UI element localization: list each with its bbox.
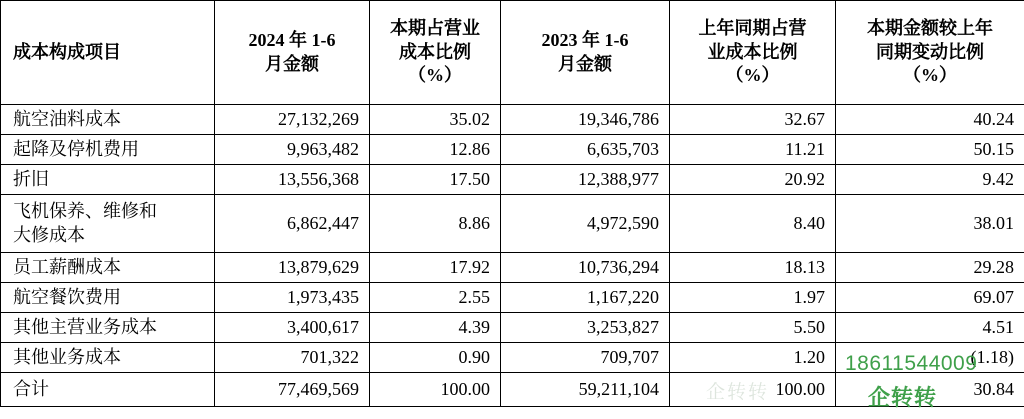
row-ratio-2024: 100.00	[370, 373, 501, 407]
table-row	[1, 313, 1024, 343]
table-row	[1, 165, 1024, 195]
column-header-amount-2024-line1: 2024 年 1-6	[248, 29, 336, 50]
watermark-faint: 企转转	[706, 382, 770, 403]
column-header-change-line1: 本期金额较上年	[867, 17, 993, 38]
watermark-brand: 企转转	[868, 385, 938, 410]
row-ratio-2024: 12.86	[370, 135, 501, 165]
row-label-line1: 飞机保养、维修和	[13, 200, 157, 221]
row-change: (1.18)	[836, 343, 1024, 373]
column-header-amount-2023-line2: 月金额	[558, 53, 612, 74]
column-header-ratio-2024-line1: 本期占营业	[390, 17, 480, 38]
row-amount-2024: 1,973,435	[215, 283, 370, 313]
row-amount-2024: 9,963,482	[215, 135, 370, 165]
table-row	[1, 105, 1024, 135]
row-ratio-2024: 17.50	[370, 165, 501, 195]
column-header-ratio-2023-line3: （%）	[725, 65, 780, 86]
column-header-item	[1, 1, 215, 105]
row-ratio-2024: 4.39	[370, 313, 501, 343]
table-row	[1, 195, 1024, 253]
row-label: 折旧	[1, 165, 215, 195]
column-header-amount-2023	[501, 1, 670, 105]
row-label	[1, 195, 215, 253]
row-label: 合计	[1, 373, 215, 407]
row-amount-2023: 709,707	[501, 343, 670, 373]
row-amount-2023: 3,253,827	[501, 313, 670, 343]
row-ratio-2024: 8.86	[370, 195, 501, 253]
table-header-row	[1, 1, 1024, 105]
row-amount-2024: 6,862,447	[215, 195, 370, 253]
row-ratio-2023: 1.97	[670, 283, 836, 313]
table-row	[1, 283, 1024, 313]
row-change: 50.15	[836, 135, 1024, 165]
row-amount-2023: 12,388,977	[501, 165, 670, 195]
row-ratio-2024: 2.55	[370, 283, 501, 313]
row-amount-2023: 1,167,220	[501, 283, 670, 313]
row-label-line2: 大修成本	[13, 224, 85, 245]
row-label: 员工薪酬成本	[1, 253, 215, 283]
row-ratio-2024: 35.02	[370, 105, 501, 135]
row-amount-2023: 59,211,104	[501, 373, 670, 407]
row-ratio-2023: 11.21	[670, 135, 836, 165]
row-ratio-2023: 1.20	[670, 343, 836, 373]
row-amount-2024: 13,879,629	[215, 253, 370, 283]
column-header-ratio-2024	[370, 1, 501, 105]
table-row	[1, 253, 1024, 283]
watermark-phone-number: 18611544009	[845, 352, 978, 375]
column-header-amount-2024-line2: 月金额	[265, 53, 319, 74]
row-amount-2023: 4,972,590	[501, 195, 670, 253]
column-header-amount-2023-line1: 2023 年 1-6	[541, 29, 629, 50]
row-label: 航空餐饮费用	[1, 283, 215, 313]
row-change: 9.42	[836, 165, 1024, 195]
row-change: 4.51	[836, 313, 1024, 343]
row-label: 起降及停机费用	[1, 135, 215, 165]
row-ratio-2024: 0.90	[370, 343, 501, 373]
row-change: 40.24	[836, 105, 1024, 135]
row-amount-2024: 13,556,368	[215, 165, 370, 195]
row-change: 69.07	[836, 283, 1024, 313]
column-header-ratio-2023	[670, 1, 836, 105]
row-amount-2024: 77,469,569	[215, 373, 370, 407]
row-change: 29.28	[836, 253, 1024, 283]
row-amount-2024: 3,400,617	[215, 313, 370, 343]
row-change: 30.84	[836, 373, 1024, 407]
column-header-change-line2: 同期变动比例	[876, 41, 984, 62]
column-header-change	[836, 1, 1024, 105]
table-body	[1, 105, 1024, 407]
row-ratio-2024: 17.92	[370, 253, 501, 283]
table-header	[1, 1, 1024, 105]
table-row-total	[1, 373, 1024, 407]
table-row	[1, 343, 1024, 373]
row-ratio-2023: 100.00	[670, 373, 836, 407]
row-ratio-2023: 20.92	[670, 165, 836, 195]
column-header-ratio-2023-line1: 上年同期占营	[698, 17, 807, 38]
row-amount-2023: 10,736,294	[501, 253, 670, 283]
row-change: 38.01	[836, 195, 1024, 253]
row-amount-2024: 701,322	[215, 343, 370, 373]
column-header-change-line3: （%）	[903, 65, 957, 86]
column-header-ratio-2024-line2: 成本比例	[399, 41, 471, 62]
row-ratio-2023: 8.40	[670, 195, 836, 253]
row-label: 其他主营业务成本	[1, 313, 215, 343]
column-header-ratio-2024-line3: （%）	[408, 65, 462, 86]
column-header-item-line1: 成本构成项目	[13, 41, 121, 62]
row-amount-2024: 27,132,269	[215, 105, 370, 135]
row-label: 其他业务成本	[1, 343, 215, 373]
row-amount-2023: 6,635,703	[501, 135, 670, 165]
row-label: 航空油料成本	[1, 105, 215, 135]
row-amount-2023: 19,346,786	[501, 105, 670, 135]
row-ratio-2023: 18.13	[670, 253, 836, 283]
table-row	[1, 135, 1024, 165]
row-ratio-2023: 5.50	[670, 313, 836, 343]
column-header-ratio-2023-line2: 业成本比例	[707, 41, 798, 62]
column-header-amount-2024	[215, 1, 370, 105]
row-ratio-2023: 32.67	[670, 105, 836, 135]
